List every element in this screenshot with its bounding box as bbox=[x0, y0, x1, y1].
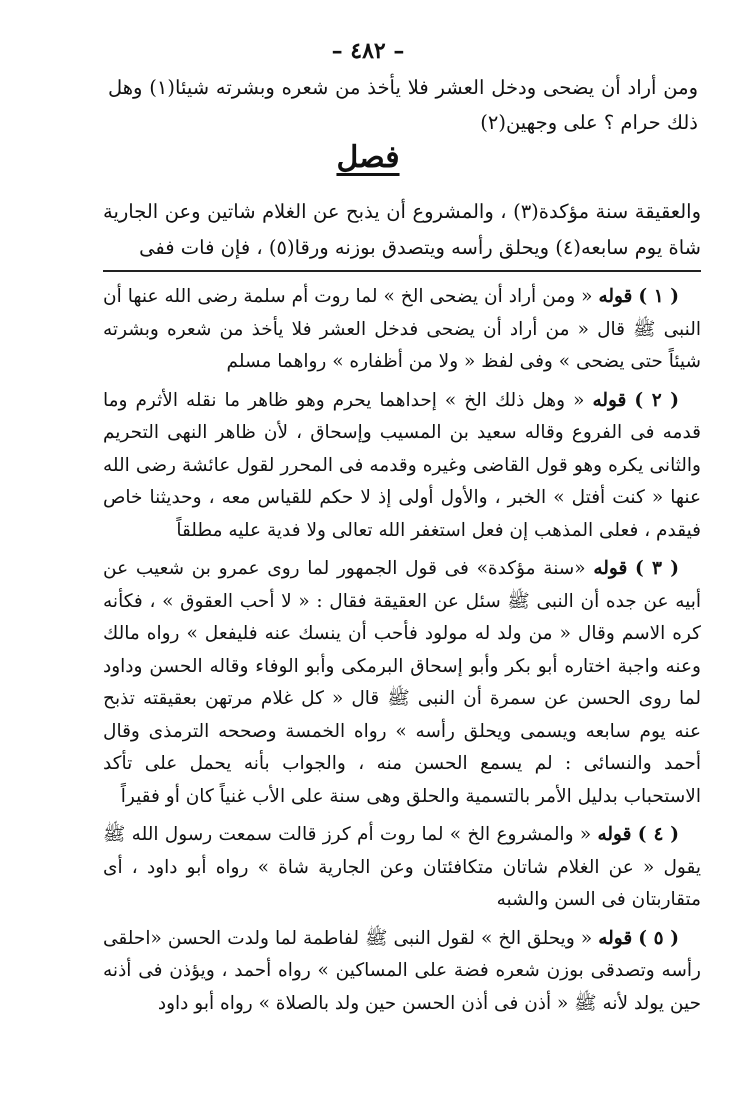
footnote-text: « ومن أراد أن يضحى الخ » لما روت أم سلمة رضى الله عنها أن النبى ﷺ قال « من أراد أن يضحى فدخل العشر فلا يأخذ من شعره وبشرته شيئاً حتى يضحى » وفى لفظ « ولا من أظفاره » رواهما مسلم bbox=[103, 286, 701, 372]
intro-text: ومن أراد أن يضحى ودخل العشر فلا يأخذ من شعره وبشرته شيئا(١) وهل ذلك حرام ؟ على وجهين(٢) bbox=[108, 76, 698, 134]
footnote-lemma: قوله bbox=[597, 824, 632, 845]
footnote-text: « والمشروع الخ » لما روت أم كرز قالت سمعت رسول الله ﷺ يقول « عن الغلام شاتان متكافئتان وعن الجارية شاة » رواه أبو داود ، أى متقاربتان فى السن والشبه bbox=[103, 824, 701, 910]
footnote-text: « وهل ذلك الخ » إحداهما يحرم وهو ظاهر ما نقله الأثرم وما قدمه فى الفروع وقاله سعيد بن المسيب وإسحاق ، لأن ظاهر النهى التحريم والثانى يكره وهو قول القاضى وغيره وقدمه فى المحرر لقول عائشة رضى الله عنها « كنت أفتل » الخبر ، والأول أولى إذ لا حكم للقياس معه ، وحديثنا خاص فيقدم ، فعلى المذهب إن فعل استغفر الله تعالى ولا فدية عليه مطلقاً bbox=[103, 389, 701, 541]
footnote-lemma: قوله bbox=[598, 286, 633, 307]
footnote-number: ( ٥ ) bbox=[638, 927, 679, 949]
footnote-lemma: قوله bbox=[593, 558, 628, 579]
footnote-text: «سنة مؤكدة» فى قول الجمهور لما روى عمرو بن شعيب عن أبيه عن جده أن النبى ﷺ سئل عن العقيقة فقال : « لا أحب العقوق » ، فكأنه كره الاسم وقال « من ولد له مولود فأحب أن ينسك عنه فليفعل » رواه مالك وعنه واجبة اختاره أبو بكر وأبو إسحاق البرمكى وأبو الوفاء وقاله الحسن وداود لما روى الحسن عن سمرة أن النبى ﷺ قال « كل غلام مرتهن بعقيقته تذبح عنه يوم سابعه ويسمى ويحلق رأسه » رواه الخمسة وصححه الترمذى وقال أحمد والنسائى : لم يسمع الحسن منه ، والجواب بأنه يحمل على تأكد الاستحباب بدليل الأمر بالتسمية والحلق وهى سنة على الأب غنياً كان أو فقيراً bbox=[103, 558, 701, 807]
footnote-1 bbox=[103, 281, 701, 379]
footnotes bbox=[103, 281, 701, 1026]
footnote-number: ( ٤ ) bbox=[637, 824, 680, 845]
footnote-number: ( ٣ ) bbox=[635, 558, 680, 579]
footnote-4 bbox=[103, 819, 701, 917]
section-text: والعقيقة سنة مؤكدة(٣) ، والمشروع أن يذبح عن الغلام شاتين وعن الجارية شاة يوم سابعه(٤) ويحلق رأسه ويتصدق بوزنه ورقا(٥) ، فإن فات ففى bbox=[103, 200, 701, 259]
footnote-5 bbox=[103, 923, 701, 1021]
footnote-divider bbox=[103, 270, 701, 272]
footnote-lemma: قوله bbox=[592, 389, 627, 411]
page-number: – ٤٨٢ – bbox=[331, 38, 405, 64]
footnote-2 bbox=[103, 385, 701, 548]
footnote-number: ( ٢ ) bbox=[634, 389, 679, 411]
footnote-lemma: قوله bbox=[598, 927, 633, 949]
footnote-number: ( ١ ) bbox=[638, 286, 679, 307]
footnote-3 bbox=[103, 553, 701, 813]
section-title: فصل bbox=[336, 140, 400, 175]
footnote-text: « ويحلق الخ » لقول النبى ﷺ لفاطمة لما ولدت الحسن «احلقى رأسه وتصدقى بوزن شعره فضة على المساكين » رواه أحمد ، ويؤذن فى أذنه حين يولد لأنه ﷺ « أذن فى أذن الحسن حين ولد بالصلاة » رواه أبو داود bbox=[103, 927, 701, 1014]
section-paragraph bbox=[103, 194, 701, 266]
intro-paragraph bbox=[108, 70, 698, 140]
